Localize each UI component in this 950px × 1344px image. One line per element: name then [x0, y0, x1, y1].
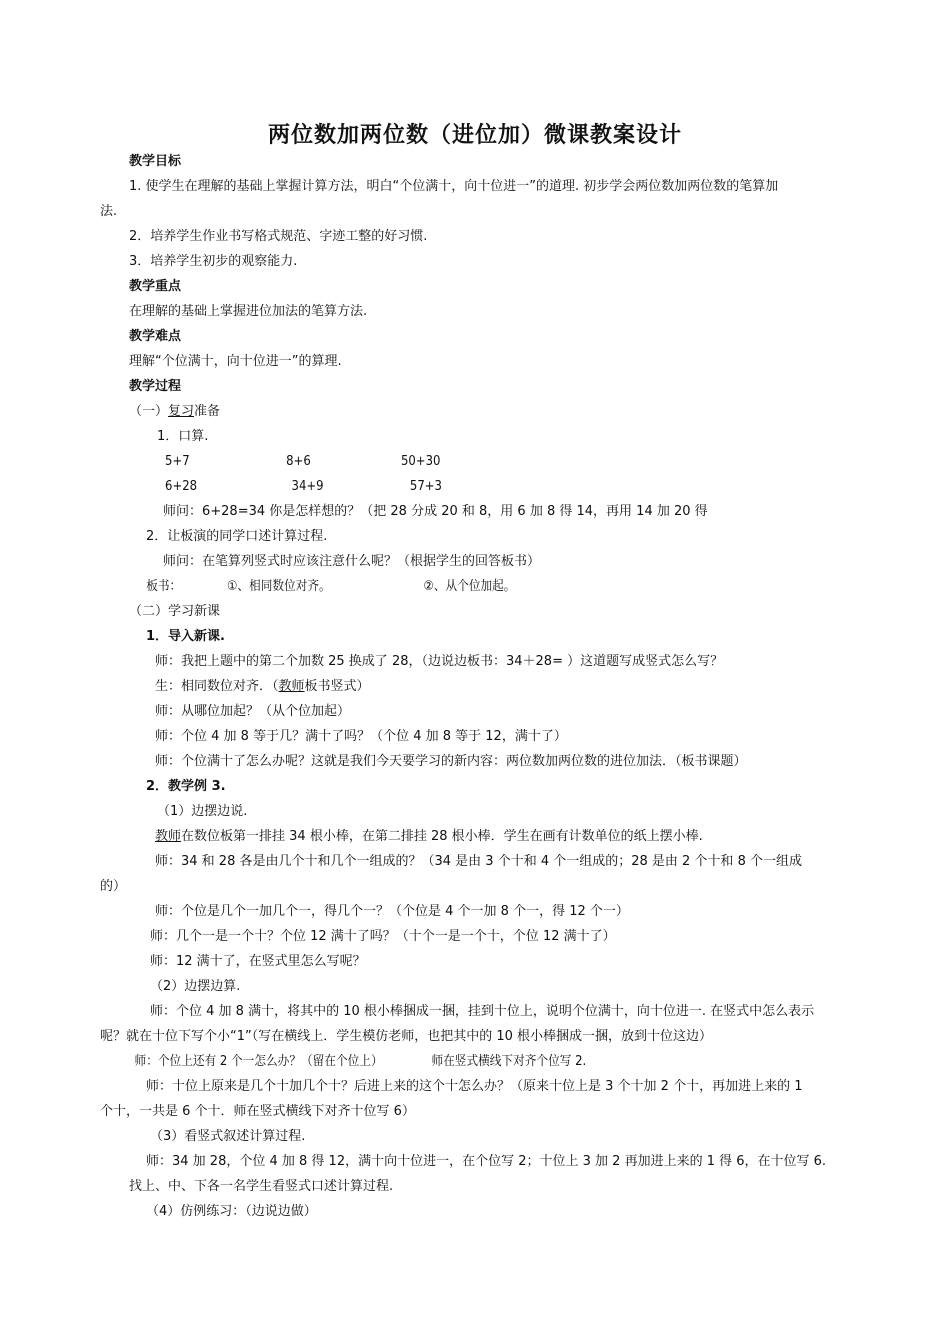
dialogue-line: 师：我把上题中的第二个加数 25 换成了 28，（边说边板书：34＋28= ）这道题写成竖式怎么写？: [155, 654, 724, 669]
teacher-question-2: 师问：在笔算列竖式时应该注意什么呢？（根据学生的回答板书）: [163, 554, 541, 569]
sub-heading-1: （1）边摆边说.: [157, 804, 248, 819]
oral-row-1: [0, 453, 852, 471]
part-1-suffix: 准备: [194, 404, 221, 419]
board-item-2: ②、从个位加起。: [423, 579, 516, 594]
oral-item: 8+6: [286, 454, 311, 469]
dialogue-line: 师：12 满十了，在竖式里怎么写呢？: [150, 954, 366, 969]
goals-heading: 教学目标: [129, 154, 182, 169]
dialogue-line: 师：34 和 28 各是由几个十和几个一组成的？（34 是由 3 个十和 4 个一组成的；28 是由 2 个十和 8 个一组成: [155, 854, 802, 869]
dialogue-text: 师在竖式横线下对齐个位写 2.: [431, 1054, 587, 1069]
oral-row-2: [0, 478, 852, 496]
dialogue-line: 师：从哪位加起？（从个位加起）: [155, 704, 351, 719]
dialogue-line: 找上、中、下各一名学生看竖式口述计算过程.: [129, 1179, 394, 1194]
dialogue-line: 师：个位满十了怎么办呢？这就是我们今天要学习的新内容：两位数加两位数的进位加法．（板书课题）: [155, 754, 747, 769]
dialogue-text: 生：相同数位对齐．（: [155, 679, 279, 694]
dialogue-text: 板书竖式）: [304, 679, 370, 694]
dialogue-line: 师：几个一是一个十？个位 12 满十了吗？（十个一是一个十，个位 12 满十了）: [150, 929, 616, 944]
dialogue-line: [155, 678, 370, 696]
goal-2: 2．培养学生作业书写格式规范、字迹工整的好习惯.: [129, 229, 428, 244]
board-notes: [0, 578, 852, 596]
dialogue-line-continued: 呢？就在十位下写个小“1”（写在横线上．学生模仿老师，也把其中的 10 根小棒捆成一捆，放到十位这边）: [100, 1029, 713, 1044]
dialogue-text: 在数位板第一排挂 34 根小棒，在第二排挂 28 根小棒．学生在画有计数单位的纸上摆小棒.: [181, 829, 703, 844]
dialogue-underlined: 教师: [278, 679, 305, 694]
process-heading: 教学过程: [129, 379, 182, 394]
oral-item: 6+28: [165, 479, 198, 494]
dialogue-line: 师：个位 4 加 8 满十，将其中的 10 根小棒捆成一捆，挂到十位上，说明个位满十，向十位进一. 在竖式中怎么表示: [150, 1004, 815, 1019]
difficulty-heading: 教学难点: [129, 329, 182, 344]
sub-heading-3: （3）看竖式叙述计算过程.: [150, 1129, 306, 1144]
goal-3: 3．培养学生初步的观察能力.: [129, 254, 298, 269]
dialogue-line: 师：十位上原来是几个十加几个十？后进上来的这个十怎么办？（原来十位上是 3 个十加 2 个十，再加进上来的 1: [146, 1079, 803, 1094]
key-heading: 教学重点: [129, 279, 182, 294]
dialogue-line-continued: 的）: [100, 879, 127, 894]
difficulty-text: 理解“个位满十，向十位进一”的算理.: [129, 354, 342, 369]
dialogue-line-continued: 个十，一共是 6 个十．师在竖式横线下对齐十位写 6）: [100, 1104, 415, 1119]
example-heading: 2．教学例 3.: [146, 779, 226, 794]
part-1-underlined: 复习: [168, 404, 195, 419]
teacher-question-1: 师问：6+28=34 你是怎样想的？（把 28 分成 20 和 8，用 6 加 8 得 14，再用 14 加 20 得: [163, 504, 708, 519]
key-text: 在理解的基础上掌握进位加法的笔算方法.: [129, 304, 368, 319]
dialogue-line: 师：34 加 28，个位 4 加 8 得 12，满十向十位进一，在个位写 2；十位上 3 加 2 再加进上来的 1 得 6，在十位写 6.: [146, 1154, 827, 1169]
dialogue-line: 师：个位 4 加 8 等于几？满十了吗？（个位 4 加 8 等于 12，满十了）: [155, 729, 567, 744]
goal-1-line-1: 1. 使学生在理解的基础上掌握计算方法，明白“个位满十，向十位进一”的道理. 初步学会两位数加两位数的笔算加: [129, 179, 779, 194]
dialogue-line: [0, 1053, 852, 1071]
oral-heading: 1．口算.: [157, 429, 209, 444]
sub-heading-4: （4）仿例练习：（边说边做）: [146, 1204, 317, 1219]
document-title: 两位数加两位数（进位加）微课教案设计: [267, 123, 682, 148]
board-item-1: ①、相同数位对齐。: [226, 579, 331, 594]
oral-item: 57+3: [409, 479, 442, 494]
oral-item: 34+9: [291, 479, 324, 494]
dialogue-underlined: 教师: [155, 829, 182, 844]
dialogue-line: 师：个位是几个一加几个一，得几个一？（个位是 4 个一加 8 个一，得 12 个一）: [155, 904, 629, 919]
sub-heading-2: （2）边摆边算.: [150, 979, 241, 994]
dialogue-line: [155, 828, 703, 846]
intro-heading: 1．导入新课.: [146, 629, 225, 644]
part-1-heading: [129, 403, 220, 421]
step-2: 2．让板演的同学口述计算过程.: [146, 529, 328, 544]
goal-1-line-2: 法.: [100, 204, 118, 219]
board-label: 板书：: [146, 579, 182, 594]
oral-item: 50+30: [400, 454, 441, 469]
part-1-prefix: （一）: [129, 404, 169, 419]
dialogue-text: 师：个位上还有 2 个一怎么办？（留在个位上）: [134, 1054, 383, 1069]
part-2-heading: （二）学习新课: [129, 604, 221, 619]
oral-item: 5+7: [165, 454, 190, 469]
